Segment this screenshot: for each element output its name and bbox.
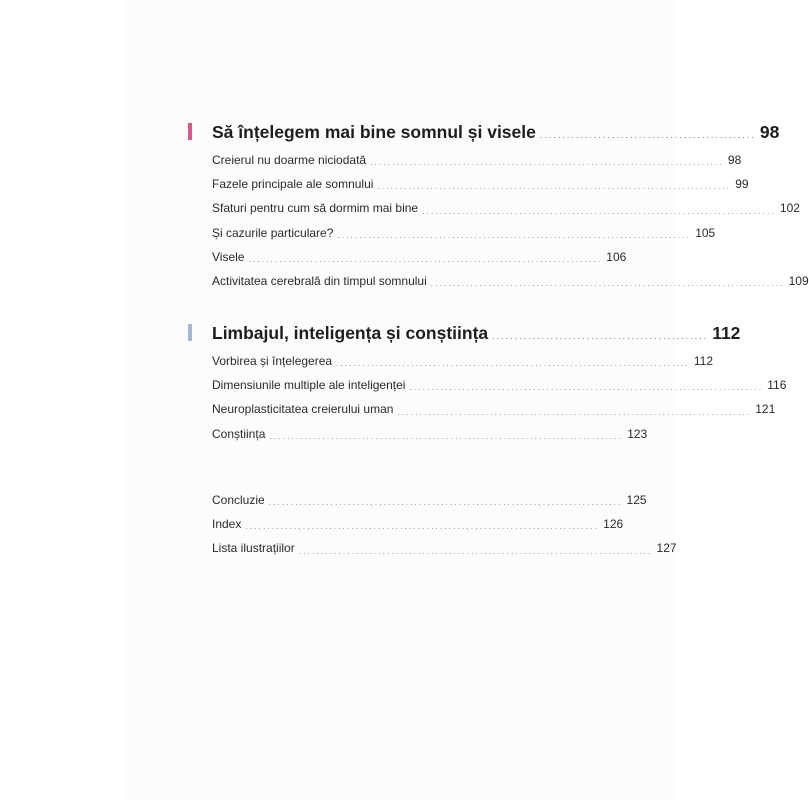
dot-leader: ................................................ xyxy=(539,130,756,140)
dot-leader: ................................................................................ xyxy=(248,254,603,264)
dot-leader: ................................................................................ xyxy=(269,431,624,441)
toc-entry[interactable] xyxy=(193,172,749,196)
dot-leader: ................................................................................ xyxy=(336,359,690,369)
dot-leader: ................................................ xyxy=(492,331,709,341)
dot-leader: ................................................................................ xyxy=(370,158,724,168)
toc-section-sleep xyxy=(193,118,809,293)
entry-page-number: 109 xyxy=(788,274,809,289)
dot-leader: ................................................................................ xyxy=(298,546,653,556)
section-accent-bar xyxy=(188,324,192,341)
section-accent-bar xyxy=(188,123,192,140)
entry-label: Activitatea cerebrală din timpul somnului xyxy=(212,274,427,289)
entry-page-number: 116 xyxy=(767,378,787,393)
toc-entry[interactable] xyxy=(193,221,716,245)
dot-leader: ................................................................................ xyxy=(377,182,732,192)
entry-label: Conștiința xyxy=(212,426,266,441)
toc-entry[interactable] xyxy=(193,373,787,397)
dot-leader: ................................................................................ xyxy=(422,206,776,216)
toc-entry[interactable] xyxy=(193,148,742,172)
section-heading xyxy=(193,118,780,146)
entry-page-number: 112 xyxy=(693,354,714,369)
entry-label: Lista ilustrațiilor xyxy=(212,541,295,556)
toc-entry[interactable] xyxy=(193,422,648,446)
section-title: Să înțelegem mai bine somnul și visele xyxy=(212,121,536,142)
dot-leader: ................................................................................ xyxy=(337,230,692,240)
entry-label: Index xyxy=(212,517,242,532)
toc-entry[interactable] xyxy=(193,245,627,269)
entry-page-number: 123 xyxy=(627,426,648,441)
entry-label: Visele xyxy=(212,249,245,264)
entry-label: Concluzie xyxy=(212,493,265,508)
dot-leader: ................................................................................ xyxy=(430,279,785,289)
entry-label: Fazele principale ale somnului xyxy=(212,177,374,192)
toc-entry[interactable] xyxy=(193,397,776,421)
entry-page-number: 102 xyxy=(779,201,800,216)
entry-label: Și cazurile particulare? xyxy=(212,225,334,240)
dot-leader: ................................................................................ xyxy=(245,522,600,532)
toc-entry[interactable] xyxy=(193,488,647,512)
toc-entry[interactable] xyxy=(193,269,809,293)
entry-page-number: 99 xyxy=(735,177,749,192)
entry-label: Dimensiunile multiple ale inteligenței xyxy=(212,378,406,393)
dot-leader: ................................................................................ xyxy=(409,383,764,393)
entry-page-number: 105 xyxy=(695,225,716,240)
entry-page-number: 98 xyxy=(727,153,742,168)
entry-label: Sfaturi pentru cum să dormim mai bine xyxy=(212,201,419,216)
toc-section-language xyxy=(193,319,787,446)
entry-page-number: 127 xyxy=(656,541,677,556)
section-page-number: 98 xyxy=(759,121,780,142)
toc-entry[interactable] xyxy=(193,349,714,373)
dot-leader: ................................................................................ xyxy=(268,498,623,508)
entry-label: Vorbirea și înțelegerea xyxy=(212,354,333,369)
section-title: Limbajul, inteligența și conștiința xyxy=(212,322,489,343)
toc-entry[interactable] xyxy=(193,196,800,220)
entry-page-number: 106 xyxy=(606,249,627,264)
toc-entry[interactable] xyxy=(193,536,677,560)
dot-leader: ................................................................................ xyxy=(397,407,752,417)
toc-section-backmatter xyxy=(193,486,677,561)
section-page-number: 112 xyxy=(712,322,741,343)
toc-entry[interactable] xyxy=(193,512,624,536)
entry-label: Creierul nu doarme niciodată xyxy=(212,153,367,168)
entry-page-number: 126 xyxy=(603,517,624,532)
entry-page-number: 121 xyxy=(755,402,776,417)
entry-page-number: 125 xyxy=(626,493,647,508)
entry-label: Neuroplasticitatea creierului uman xyxy=(212,402,394,417)
section-heading xyxy=(193,319,741,347)
